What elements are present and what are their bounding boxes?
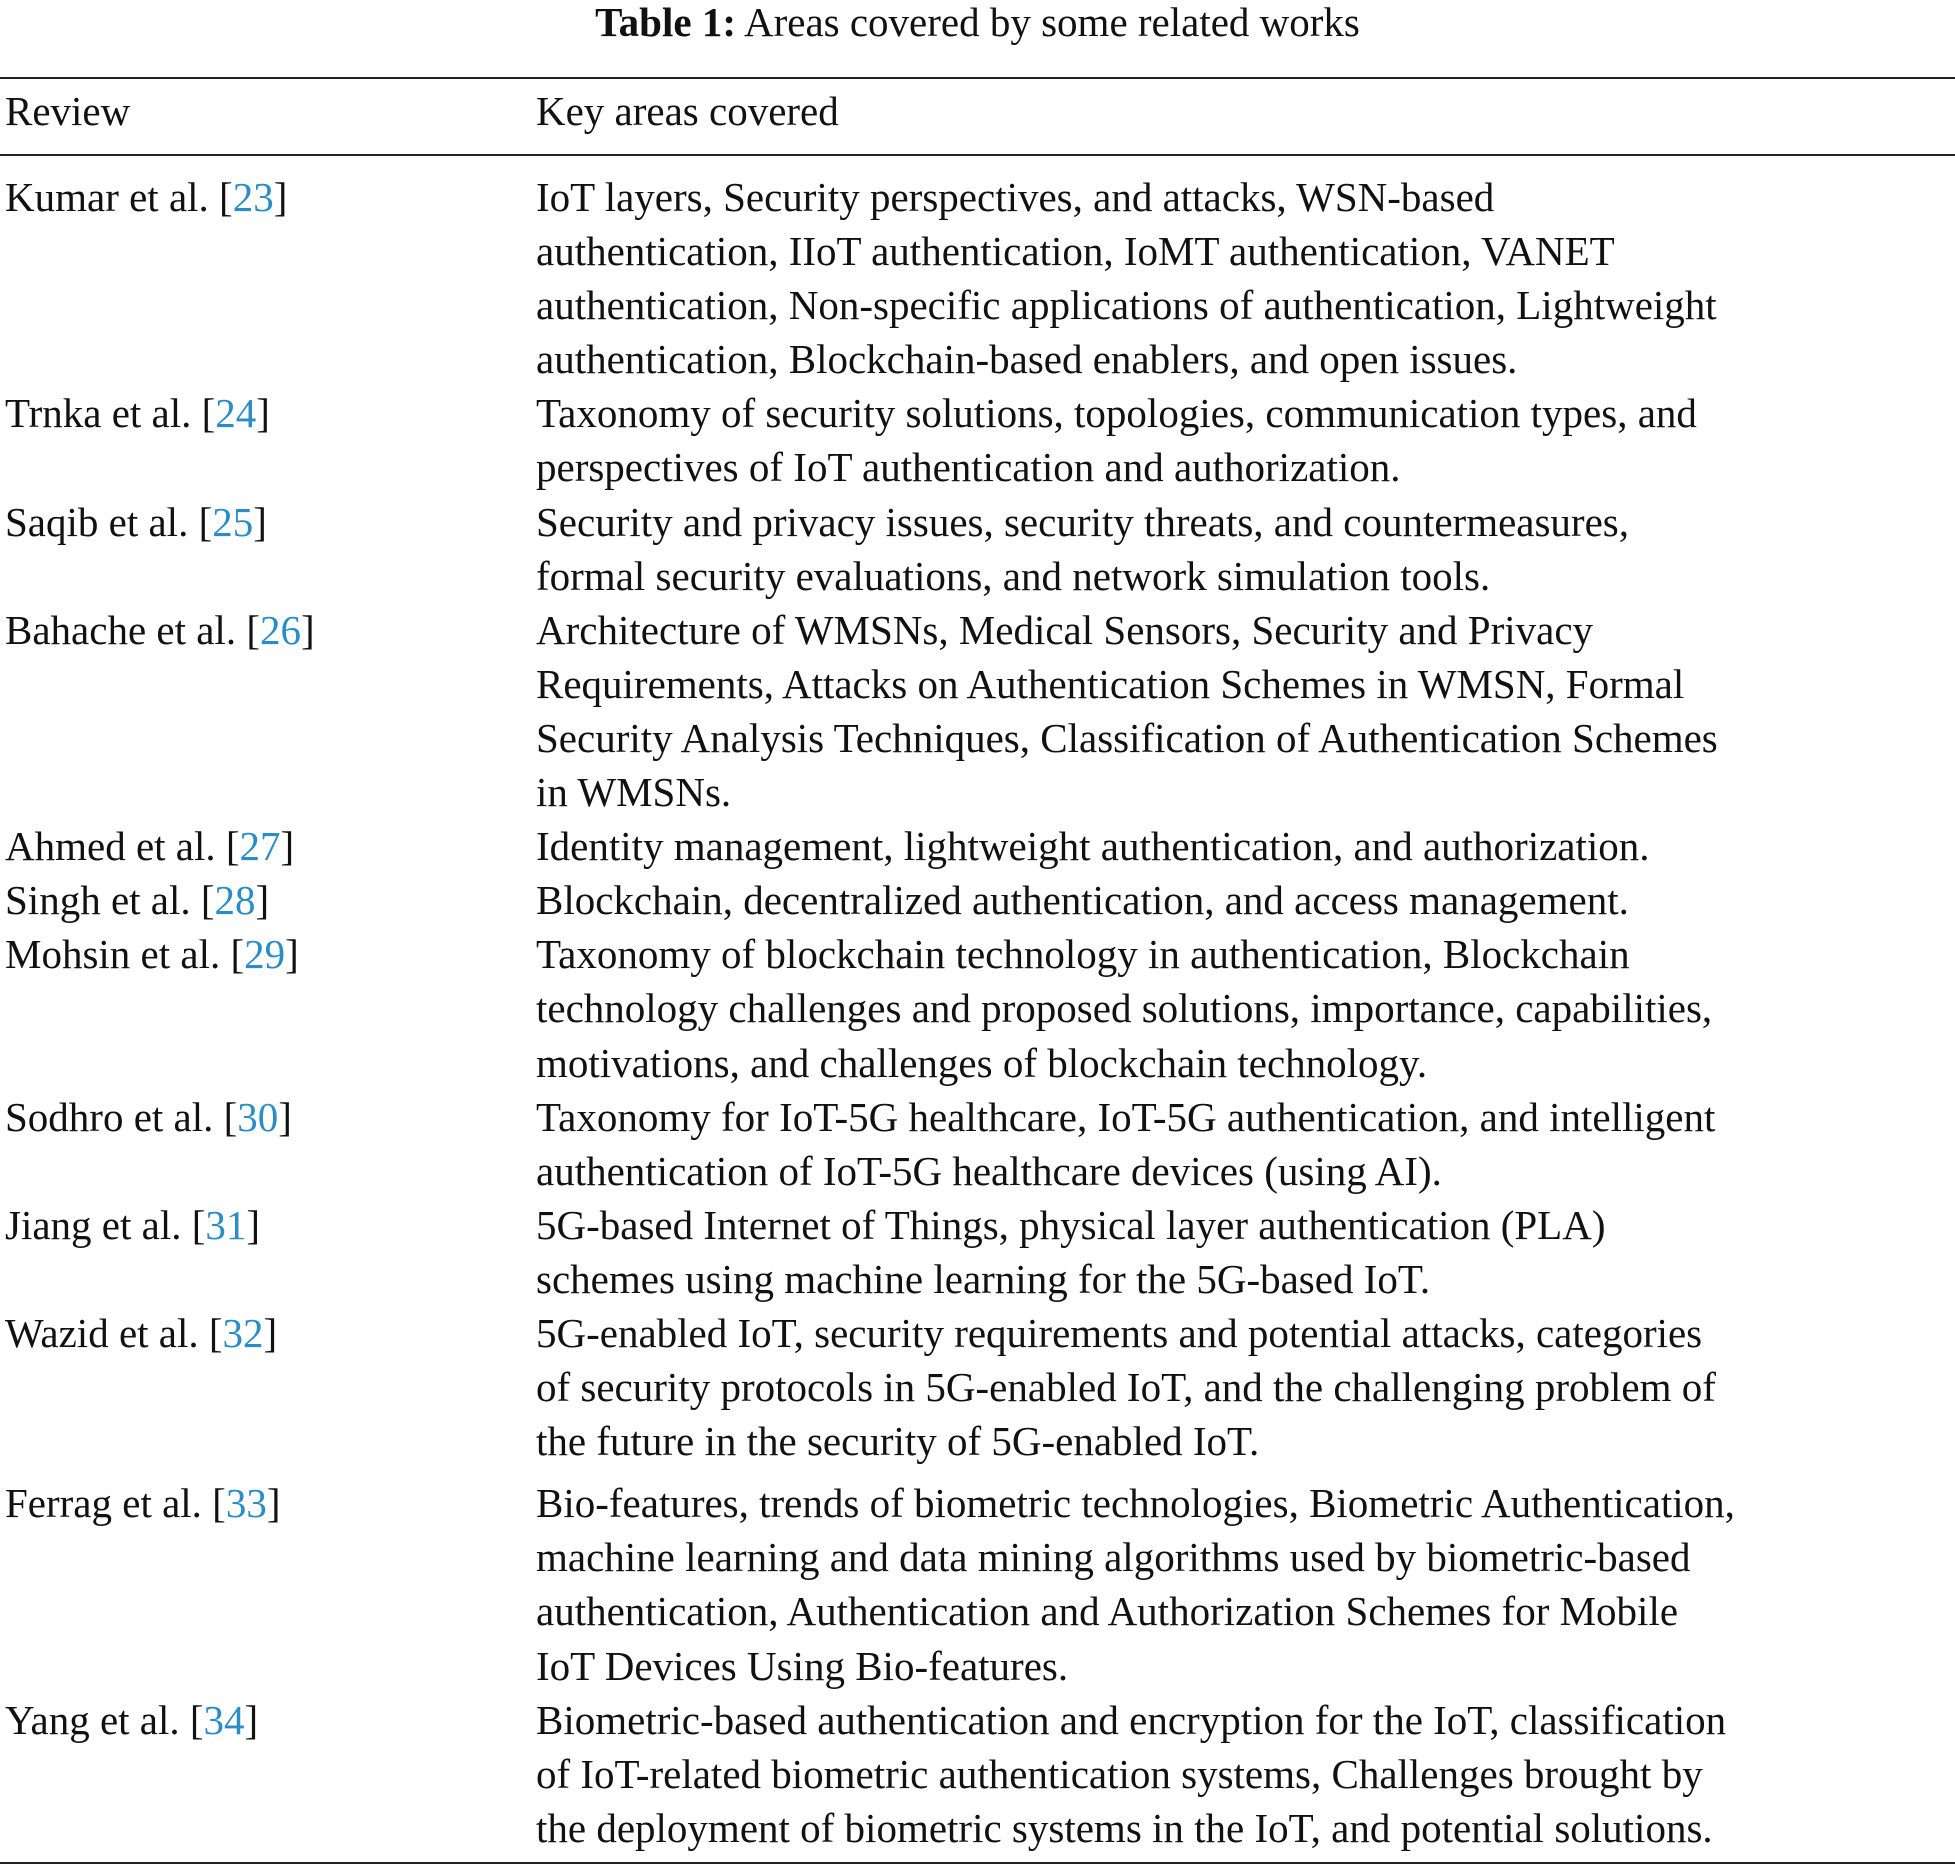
key-areas-line: Security and privacy issues, security threats, and countermeasures,: [536, 498, 1629, 545]
citation-close-bracket: ]: [256, 390, 270, 437]
table-body: [0, 170, 1955, 1855]
key-areas-cell: [536, 1090, 1955, 1198]
table-bottom-rule: [0, 1862, 1955, 1864]
citation-link[interactable]: 34: [203, 1696, 245, 1743]
key-areas-line: of security protocols in 5G-enabled IoT, and the challenging problem of: [536, 1364, 1716, 1411]
citation-close-bracket: ]: [280, 823, 295, 870]
citation-link[interactable]: 26: [259, 606, 301, 653]
key-areas-line: of IoT-related biometric authentication systems, Challenges brought by: [536, 1750, 1703, 1797]
header-key-areas: Key areas covered: [536, 88, 839, 134]
review-cell: [0, 1090, 536, 1198]
table-row: [0, 495, 1955, 603]
table-row: [0, 170, 1955, 386]
review-author: Sodhro et al. [: [5, 1093, 238, 1140]
citation-link[interactable]: 29: [244, 931, 286, 978]
table-row: [0, 1306, 1955, 1468]
key-areas-cell: [536, 495, 1955, 603]
key-areas-line: machine learning and data mining algorithms used by biometric-based: [536, 1534, 1691, 1581]
citation-link[interactable]: 25: [212, 498, 254, 545]
key-areas-line: in WMSNs.: [536, 769, 732, 816]
key-areas-cell: [536, 386, 1955, 494]
review-cell: [0, 170, 536, 386]
table-row: [0, 1090, 1955, 1198]
key-areas-cell: [536, 1306, 1955, 1468]
citation-close-bracket: ]: [263, 1309, 278, 1356]
citation-link[interactable]: 27: [239, 823, 281, 870]
review-cell: [0, 1476, 536, 1692]
citation-link[interactable]: 33: [225, 1480, 267, 1527]
key-areas-line: Biometric-based authentication and encryption for the IoT, classification: [536, 1696, 1727, 1743]
key-areas-line: authentication, Non-specific applications of authentication, Lightweight: [536, 282, 1717, 329]
review-cell: [0, 927, 536, 1089]
key-areas-line: 5G-based Internet of Things, physical layer authentication (PLA): [536, 1201, 1606, 1248]
review-cell: [0, 1198, 536, 1306]
table-row: [0, 1693, 1955, 1855]
review-author: Mohsin et al. [: [5, 931, 245, 978]
key-areas-line: authentication, Authentication and Authorization Schemes for Mobile: [536, 1588, 1679, 1635]
citation-close-bracket: ]: [278, 1093, 292, 1140]
review-author: Trnka et al. [: [5, 390, 216, 437]
review-cell: [0, 495, 536, 603]
citation-link[interactable]: 23: [232, 174, 274, 220]
key-areas-line: authentication of IoT-5G healthcare devices (using AI).: [536, 1147, 1442, 1194]
citation-link[interactable]: 28: [214, 877, 256, 924]
table-caption-text: Areas covered by some related works: [743, 0, 1360, 45]
review-author: Ferrag et al. [: [5, 1480, 226, 1527]
key-areas-line: motivations, and challenges of blockchain technology.: [536, 1039, 1428, 1086]
key-areas-line: Taxonomy of security solutions, topologies, communication types, and: [536, 390, 1697, 437]
key-areas-line: Requirements, Attacks on Authentication Schemes in WMSN, Formal: [536, 660, 1685, 707]
key-areas-cell: [536, 1198, 1955, 1306]
review-author: Ahmed et al. [: [5, 823, 240, 870]
review-cell: [0, 386, 536, 494]
table-row: [0, 386, 1955, 494]
citation-close-bracket: ]: [285, 931, 299, 978]
citation-link[interactable]: 24: [215, 390, 257, 437]
key-areas-line: Taxonomy for IoT-5G healthcare, IoT-5G authentication, and intelligent: [536, 1093, 1716, 1140]
review-cell: [0, 1693, 536, 1855]
citation-close-bracket: ]: [253, 498, 267, 545]
review-author: Yang et al. [: [5, 1696, 204, 1743]
key-areas-cell: [536, 1476, 1955, 1692]
key-areas-cell: [536, 1693, 1955, 1855]
citation-close-bracket: ]: [266, 1480, 281, 1527]
citation-link[interactable]: 31: [205, 1201, 247, 1248]
citation-close-bracket: ]: [273, 174, 288, 220]
review-author: Singh et al. [: [5, 877, 215, 924]
review-author: Saqib et al. [: [5, 498, 213, 545]
citation-close-bracket: ]: [244, 1696, 259, 1743]
key-areas-cell: [536, 873, 1955, 927]
review-cell: [0, 603, 536, 819]
citation-link[interactable]: 30: [237, 1093, 279, 1140]
table-row: [0, 873, 1955, 927]
key-areas-cell: [536, 927, 1955, 1089]
key-areas-line: Taxonomy of blockchain technology in authentication, Blockchain: [536, 931, 1630, 978]
table-row: [0, 927, 1955, 1089]
key-areas-line: perspectives of IoT authentication and authorization.: [536, 444, 1401, 491]
table-row: [0, 1198, 1955, 1306]
review-author: Wazid et al. [: [5, 1309, 223, 1356]
key-areas-line: technology challenges and proposed solutions, importance, capabilities,: [536, 985, 1713, 1032]
table-row: [0, 1476, 1955, 1692]
table-caption-label: Table 1:: [595, 0, 736, 45]
key-areas-line: Bio-features, trends of biometric technologies, Biometric Authentication,: [536, 1480, 1735, 1527]
review-author: Jiang et al. [: [5, 1201, 206, 1248]
citation-close-bracket: ]: [300, 606, 315, 653]
header-review: Review: [5, 88, 131, 134]
review-author: Kumar et al. [: [5, 174, 233, 220]
key-areas-cell: [536, 819, 1955, 873]
key-areas-line: 5G-enabled IoT, security requirements and potential attacks, categories: [536, 1309, 1703, 1356]
table-top-rule: [0, 77, 1955, 79]
key-areas-line: Identity management, lightweight authentication, and authorization.: [536, 823, 1650, 870]
table-header-rule: [0, 154, 1955, 156]
table-row: [0, 819, 1955, 873]
key-areas-line: Blockchain, decentralized authentication, and access management.: [536, 877, 1629, 924]
review-cell: [0, 819, 536, 873]
key-areas-line: authentication, IIoT authentication, IoMT authentication, VANET: [536, 228, 1615, 275]
key-areas-line: schemes using machine learning for the 5G-based IoT.: [536, 1255, 1431, 1302]
table-caption: [0, 0, 1955, 48]
key-areas-line: authentication, Blockchain-based enablers, and open issues.: [536, 336, 1518, 383]
citation-link[interactable]: 32: [222, 1309, 264, 1356]
citation-close-bracket: ]: [255, 877, 270, 924]
review-cell: [0, 873, 536, 927]
key-areas-line: Security Analysis Techniques, Classification of Authentication Schemes: [536, 714, 1718, 761]
key-areas-line: the deployment of biometric systems in the IoT, and potential solutions.: [536, 1804, 1713, 1851]
key-areas-line: Architecture of WMSNs, Medical Sensors, Security and Privacy: [536, 606, 1594, 653]
review-cell: [0, 1306, 536, 1468]
review-author: Bahache et al. [: [5, 606, 260, 653]
key-areas-cell: [536, 170, 1955, 386]
key-areas-line: the future in the security of 5G-enabled IoT.: [536, 1418, 1260, 1465]
key-areas-line: formal security evaluations, and network simulation tools.: [536, 552, 1491, 599]
table-row: [0, 603, 1955, 819]
citation-close-bracket: ]: [246, 1201, 261, 1248]
key-areas-cell: [536, 603, 1955, 819]
key-areas-line: IoT Devices Using Bio-features.: [536, 1642, 1069, 1689]
key-areas-line: IoT layers, Security perspectives, and attacks, WSN-based: [536, 174, 1495, 220]
